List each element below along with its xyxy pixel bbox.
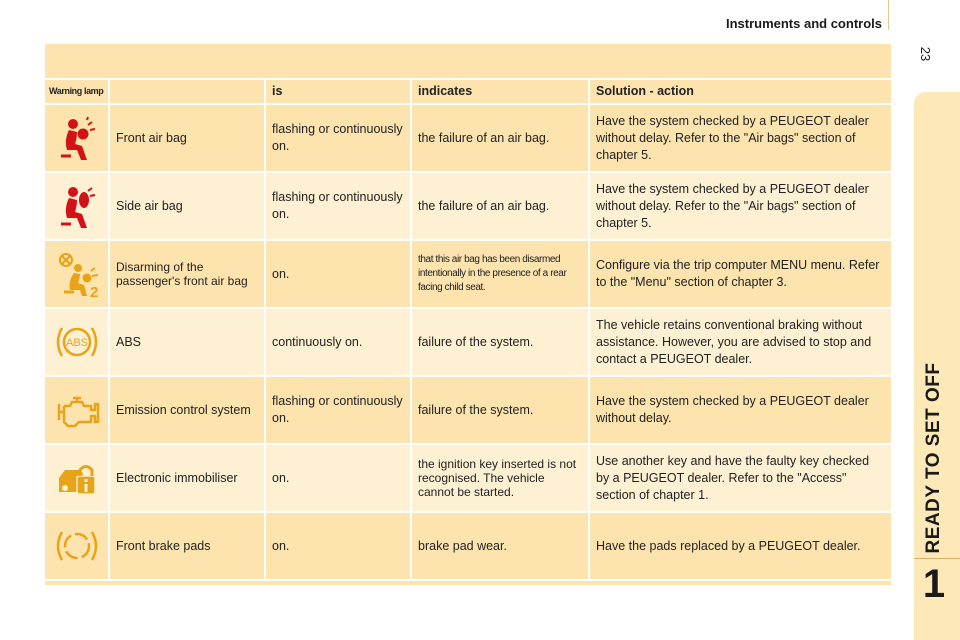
lamp-solution: Have the system checked by a PEUGEOT dealer without delay. Refer to the "Air bags" section of chapter 5.	[589, 172, 891, 240]
warning-lamps-table-container	[45, 44, 891, 585]
engine-icon	[53, 390, 101, 430]
lamp-state: flashing or continuously on.	[265, 376, 411, 444]
header-function	[109, 80, 265, 104]
lamp-state: on.	[265, 444, 411, 512]
lamp-name: ABS	[109, 308, 265, 376]
lamp-meaning: the ignition key inserted is not recognised. The vehicle cannot be started.	[411, 444, 589, 512]
front-airbag-icon	[57, 116, 97, 160]
lamp-name: Side air bag	[109, 172, 265, 240]
table-header-row	[45, 80, 891, 104]
passenger-airbag-off-icon	[54, 250, 100, 298]
table-row	[45, 104, 891, 172]
lamp-state: flashing or continuously on.	[265, 172, 411, 240]
table-row	[45, 512, 891, 580]
page-number: 23	[918, 46, 933, 62]
lamp-meaning: the failure of an air bag.	[411, 104, 589, 172]
header-solution: Solution - action	[589, 80, 891, 104]
lamp-cell	[45, 512, 109, 580]
brake-pads-icon	[53, 524, 101, 568]
table-top-band	[45, 44, 891, 80]
lamp-cell	[45, 172, 109, 240]
table-row	[45, 444, 891, 512]
immobiliser-icon	[55, 458, 99, 498]
lamp-cell	[45, 376, 109, 444]
side-airbag-icon	[57, 184, 97, 228]
section-title: Instruments and controls	[725, 16, 882, 31]
lamp-name: Front air bag	[109, 104, 265, 172]
table-row	[45, 240, 891, 308]
lamp-state: flashing or continuously on.	[265, 104, 411, 172]
chapter-side-tab	[914, 92, 960, 640]
lamp-solution: Configure via the trip computer MENU menu. Refer to the "Menu" section of chapter 3.	[589, 240, 891, 308]
lamp-name: Electronic immobiliser	[109, 444, 265, 512]
header-indicates: indicates	[411, 80, 589, 104]
lamp-state: continuously on.	[265, 308, 411, 376]
lamp-meaning: brake pad wear.	[411, 512, 589, 580]
lamp-name: Disarming of the passenger's front air bag	[109, 240, 265, 308]
lamp-name: Emission control system	[109, 376, 265, 444]
lamp-state: on.	[265, 240, 411, 308]
lamp-name: Front brake pads	[109, 512, 265, 580]
chapter-number: 1	[922, 562, 946, 606]
header-divider	[888, 0, 889, 30]
lamp-meaning: failure of the system.	[411, 308, 589, 376]
warning-lamps-table	[45, 80, 891, 581]
abs-icon	[53, 320, 101, 364]
header-warning-lamp: Warning lamp	[45, 80, 109, 104]
lamp-meaning: the failure of an air bag.	[411, 172, 589, 240]
svg-text:2: 2	[89, 284, 98, 298]
lamp-meaning: failure of the system.	[411, 376, 589, 444]
chapter-title: READY TO SET OFF	[923, 362, 944, 554]
lamp-meaning: that this air bag has been disarmed intentionally in the presence of a rear facing child seat.	[411, 240, 589, 308]
lamp-cell	[45, 308, 109, 376]
table-row	[45, 308, 891, 376]
lamp-solution: The vehicle retains conventional braking without assistance. However, you are advised to stop and contact a PEUGEOT dealer.	[589, 308, 891, 376]
lamp-solution: Use another key and have the faulty key checked by a PEUGEOT dealer. Refer to the "Access" section of chapter 1.	[589, 444, 891, 512]
lamp-solution: Have the system checked by a PEUGEOT dealer without delay. Refer to the "Air bags" section of chapter 5.	[589, 104, 891, 172]
header-is: is	[265, 80, 411, 104]
table-row	[45, 376, 891, 444]
chapter-divider	[914, 558, 960, 559]
lamp-cell	[45, 104, 109, 172]
lamp-solution: Have the pads replaced by a PEUGEOT dealer.	[589, 512, 891, 580]
table-row	[45, 172, 891, 240]
abs-icon-text: ABS	[65, 337, 88, 349]
lamp-cell	[45, 240, 109, 308]
lamp-state: on.	[265, 512, 411, 580]
lamp-solution: Have the system checked by a PEUGEOT dealer without delay.	[589, 376, 891, 444]
lamp-cell	[45, 444, 109, 512]
